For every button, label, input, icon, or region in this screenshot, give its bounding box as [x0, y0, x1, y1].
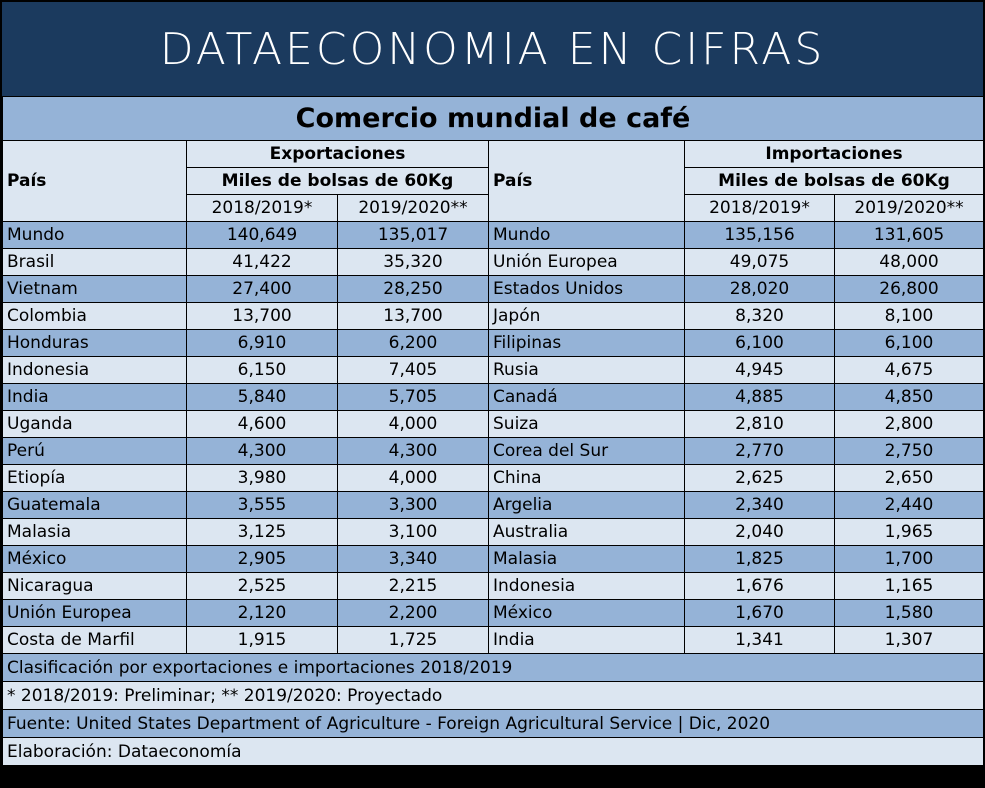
import-2019-cell: 1,580 [835, 600, 984, 627]
table-row [3, 519, 984, 546]
exports-header: Exportaciones [187, 141, 489, 168]
import-country-cell: México [489, 600, 685, 627]
export-country-cell: Costa de Marfil [3, 627, 187, 654]
import-2019-cell: 4,850 [835, 384, 984, 411]
import-2018-cell: 2,340 [685, 492, 835, 519]
import-2018-cell: 6,100 [685, 330, 835, 357]
import-2019-cell: 2,650 [835, 465, 984, 492]
table-row [3, 384, 984, 411]
table-row [3, 600, 984, 627]
export-2018-cell: 2,120 [187, 600, 338, 627]
import-2019-cell: 131,605 [835, 222, 984, 249]
exports-year2-header: 2019/2020** [338, 195, 489, 222]
table-body [3, 222, 984, 654]
export-country-cell: Uganda [3, 411, 187, 438]
coffee-trade-table [2, 96, 984, 766]
export-country-cell: México [3, 546, 187, 573]
table-row [3, 222, 984, 249]
import-country-cell: Australia [489, 519, 685, 546]
exports-unit-header: Miles de bolsas de 60Kg [187, 168, 489, 195]
import-2019-cell: 8,100 [835, 303, 984, 330]
import-2018-cell: 1,670 [685, 600, 835, 627]
banner-title: DATAECONOMIA EN CIFRAS [2, 2, 983, 96]
import-2019-cell: 2,440 [835, 492, 984, 519]
export-2018-cell: 3,555 [187, 492, 338, 519]
export-country-cell: Guatemala [3, 492, 187, 519]
table-row [3, 573, 984, 600]
imports-year1-header: 2018/2019* [685, 195, 835, 222]
export-2019-cell: 2,200 [338, 600, 489, 627]
import-2019-cell: 1,965 [835, 519, 984, 546]
import-country-cell: Argelia [489, 492, 685, 519]
export-2018-cell: 5,840 [187, 384, 338, 411]
import-country-cell: Estados Unidos [489, 276, 685, 303]
import-country-cell: India [489, 627, 685, 654]
export-country-cell: India [3, 384, 187, 411]
export-2019-cell: 2,215 [338, 573, 489, 600]
export-2018-cell: 6,150 [187, 357, 338, 384]
import-country-cell: Japón [489, 303, 685, 330]
export-2018-cell: 2,525 [187, 573, 338, 600]
export-2018-cell: 1,915 [187, 627, 338, 654]
import-country-cell: Rusia [489, 357, 685, 384]
footnote: * 2018/2019: Preliminar; ** 2019/2020: Proyectado [3, 682, 984, 710]
export-country-cell: Colombia [3, 303, 187, 330]
import-2018-cell: 4,945 [685, 357, 835, 384]
export-country-cell: Etiopía [3, 465, 187, 492]
classification-note: Clasificación por exportaciones e importaciones 2018/2019 [3, 654, 984, 682]
export-country-cell: Unión Europea [3, 600, 187, 627]
infographic-frame [2, 2, 983, 784]
import-2018-cell: 2,810 [685, 411, 835, 438]
export-2019-cell: 3,340 [338, 546, 489, 573]
import-2019-cell: 48,000 [835, 249, 984, 276]
import-country-cell: Malasia [489, 546, 685, 573]
export-country-cell: Nicaragua [3, 573, 187, 600]
export-country-cell: Malasia [3, 519, 187, 546]
import-2019-cell: 2,800 [835, 411, 984, 438]
import-2019-cell: 1,700 [835, 546, 984, 573]
import-2018-cell: 4,885 [685, 384, 835, 411]
imports-year2-header: 2019/2020** [835, 195, 984, 222]
source-note: Fuente: United States Department of Agriculture - Foreign Agricultural Service | Dic, 2020 [3, 710, 984, 738]
export-country-cell: Indonesia [3, 357, 187, 384]
export-country-cell: Honduras [3, 330, 187, 357]
export-2018-cell: 4,600 [187, 411, 338, 438]
import-2018-cell: 8,320 [685, 303, 835, 330]
export-2018-cell: 6,910 [187, 330, 338, 357]
export-2019-cell: 3,100 [338, 519, 489, 546]
export-2018-cell: 41,422 [187, 249, 338, 276]
export-2019-cell: 4,300 [338, 438, 489, 465]
import-2019-cell: 6,100 [835, 330, 984, 357]
table-title: Comercio mundial de café [3, 97, 984, 141]
import-2018-cell: 2,040 [685, 519, 835, 546]
import-2018-cell: 2,625 [685, 465, 835, 492]
imports-country-header: País [489, 141, 685, 222]
export-2018-cell: 4,300 [187, 438, 338, 465]
import-2019-cell: 2,750 [835, 438, 984, 465]
export-2019-cell: 1,725 [338, 627, 489, 654]
table-row [3, 276, 984, 303]
table-row [3, 492, 984, 519]
export-2019-cell: 135,017 [338, 222, 489, 249]
exports-country-header: País [3, 141, 187, 222]
imports-header: Importaciones [685, 141, 984, 168]
import-country-cell: Indonesia [489, 573, 685, 600]
import-2019-cell: 1,307 [835, 627, 984, 654]
import-country-cell: Unión Europea [489, 249, 685, 276]
import-2019-cell: 4,675 [835, 357, 984, 384]
export-country-cell: Mundo [3, 222, 187, 249]
import-2018-cell: 2,770 [685, 438, 835, 465]
import-2018-cell: 49,075 [685, 249, 835, 276]
import-2019-cell: 1,165 [835, 573, 984, 600]
export-2019-cell: 35,320 [338, 249, 489, 276]
export-2019-cell: 3,300 [338, 492, 489, 519]
export-2018-cell: 27,400 [187, 276, 338, 303]
table-row [3, 438, 984, 465]
table-row [3, 465, 984, 492]
export-country-cell: Vietnam [3, 276, 187, 303]
export-2019-cell: 6,200 [338, 330, 489, 357]
table-row [3, 546, 984, 573]
table-row [3, 249, 984, 276]
table-row [3, 627, 984, 654]
export-2018-cell: 2,905 [187, 546, 338, 573]
credit-note: Elaboración: Dataeconomía [3, 738, 984, 766]
import-2018-cell: 1,341 [685, 627, 835, 654]
import-country-cell: Mundo [489, 222, 685, 249]
export-2018-cell: 140,649 [187, 222, 338, 249]
table-row [3, 330, 984, 357]
export-country-cell: Perú [3, 438, 187, 465]
exports-year1-header: 2018/2019* [187, 195, 338, 222]
export-2019-cell: 7,405 [338, 357, 489, 384]
export-2019-cell: 4,000 [338, 465, 489, 492]
import-country-cell: Filipinas [489, 330, 685, 357]
import-country-cell: China [489, 465, 685, 492]
export-country-cell: Brasil [3, 249, 187, 276]
table-row [3, 303, 984, 330]
export-2019-cell: 13,700 [338, 303, 489, 330]
import-2018-cell: 1,676 [685, 573, 835, 600]
import-2018-cell: 135,156 [685, 222, 835, 249]
import-2018-cell: 28,020 [685, 276, 835, 303]
export-2018-cell: 3,980 [187, 465, 338, 492]
export-2019-cell: 5,705 [338, 384, 489, 411]
export-2019-cell: 4,000 [338, 411, 489, 438]
table-row [3, 357, 984, 384]
import-country-cell: Suiza [489, 411, 685, 438]
imports-unit-header: Miles de bolsas de 60Kg [685, 168, 984, 195]
table-row [3, 411, 984, 438]
export-2018-cell: 13,700 [187, 303, 338, 330]
export-2018-cell: 3,125 [187, 519, 338, 546]
import-2019-cell: 26,800 [835, 276, 984, 303]
import-country-cell: Canadá [489, 384, 685, 411]
import-country-cell: Corea del Sur [489, 438, 685, 465]
import-2018-cell: 1,825 [685, 546, 835, 573]
export-2019-cell: 28,250 [338, 276, 489, 303]
